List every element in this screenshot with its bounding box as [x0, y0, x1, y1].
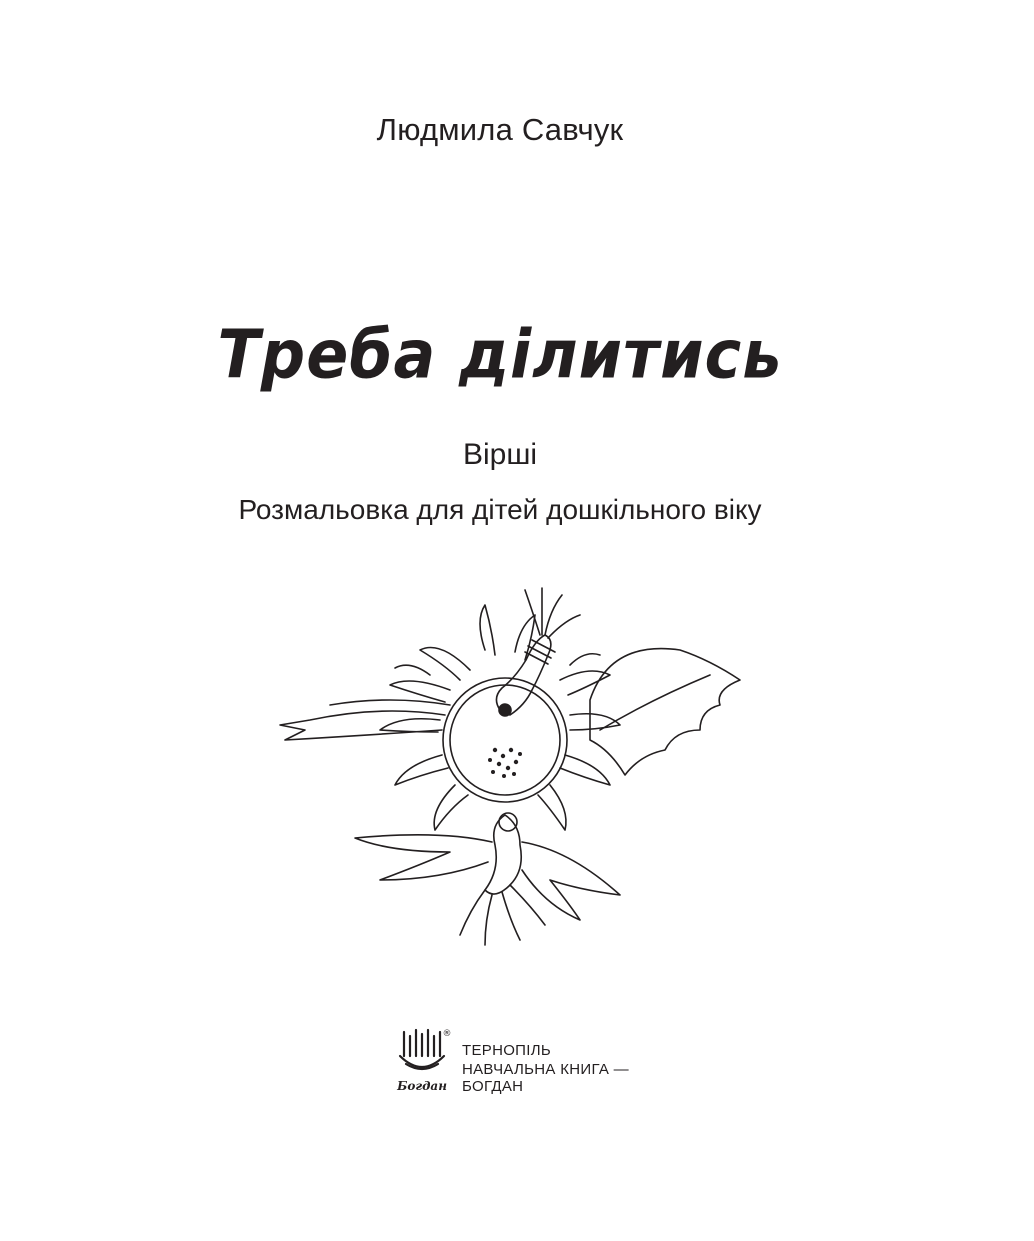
logo-text: Богдан — [397, 1079, 447, 1093]
leaf-right — [590, 649, 740, 775]
publisher-name: НАВЧАЛЬНА КНИГА — БОГДАН — [462, 1061, 629, 1095]
sunflower-seeds — [488, 748, 522, 778]
book-subtitle: Розмальовка для дітей дошкільного віку — [238, 494, 762, 525]
book-title: Треба ділитись — [217, 315, 783, 394]
ribbon-left — [280, 711, 445, 740]
publisher-block — [394, 1026, 694, 1098]
bottom-bird-right-wing — [522, 842, 620, 920]
book-genre: Вірші — [462, 438, 538, 471]
sunflower-petals — [380, 605, 620, 830]
top-bird-body — [496, 635, 550, 715]
sunflower-birds-illustration — [270, 580, 750, 960]
bogdan-publisher-logo — [394, 1026, 452, 1096]
bottom-bird-left-wing — [355, 835, 492, 880]
sunflower-center — [443, 678, 567, 802]
registered-mark: ® — [442, 1029, 452, 1039]
author-name: Людмила Савчук — [376, 112, 624, 147]
publisher-city: ТЕРНОПІЛЬ — [462, 1042, 552, 1059]
